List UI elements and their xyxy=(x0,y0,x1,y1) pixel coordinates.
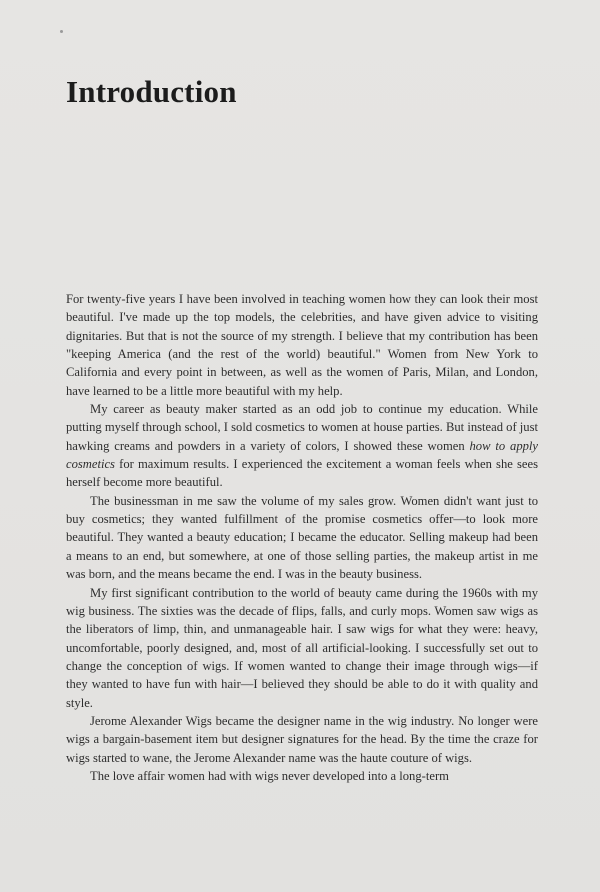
paper-speck xyxy=(60,30,63,33)
paragraph-2-emphasis: how to apply cosmetics xyxy=(66,438,538,472)
paragraph-5: Jerome Alexander Wigs became the designer name in the wig industry. No longer were wigs a bargain-basement item but designer signatures for the head. By the time the craze for wigs started to wane, the Jerome Alexander name was the haute couture of wigs. xyxy=(66,713,538,765)
paragraph-2-before: My career as beauty maker started as an odd job to continue my education. While putting myself through school, I sold cosmetics to women at house parties. But instead of just hawking creams and powders in a variety of colors, I showed these women xyxy=(66,402,538,453)
body-text xyxy=(66,290,538,785)
paragraph-4: My first significant contribution to the world of beauty came during the 1960s with my wig business. The sixties was the decade of flips, falls, and curly mops. Women saw wigs as the liberators of limp, thin, and unmanageable hair. I saw wigs for what they were: heavy, uncomfortable, poorly designed, and, most of all artificial-looking. I successfully set out to change the conception of wigs. If women wanted to change their image through wigs—if they wanted to have fun with hair—I believed they should be able to do it with quality and style. xyxy=(66,585,538,710)
chapter-title: Introduction xyxy=(66,74,237,109)
paragraph-1: For twenty-five years I have been involved in teaching women how they can look their most beautiful. I've made up the top models, the celebrities, and have given advice to visiting dignitaries. But that is not the source of my strength. I believe that my contribution has been "keeping America (and the rest of the world) beautiful." Women from New York to California and every point in between, as well as the women of Paris, Milan, and London, have learned to be a little more beautiful with my help. xyxy=(66,292,538,398)
paragraph-2 xyxy=(66,400,538,492)
paragraph-2-after: for maximum results. I experienced the excitement a woman feels when she sees herself become more beautiful. xyxy=(66,457,538,490)
paragraph-3: The businessman in me saw the volume of my sales grow. Women didn't want just to buy cosmetics; they wanted fulfillment of the promise cosmetics offer—to look more beautiful. They wanted a beauty education; I became the educator. Selling makeup had been a means to an end, but somewhere, at one of those selling parties, the makeup artist in me was born, and the means became the end. I was in the beauty business. xyxy=(66,493,538,582)
paragraph-6: The love affair women had with wigs never developed into a long-term xyxy=(90,768,449,783)
